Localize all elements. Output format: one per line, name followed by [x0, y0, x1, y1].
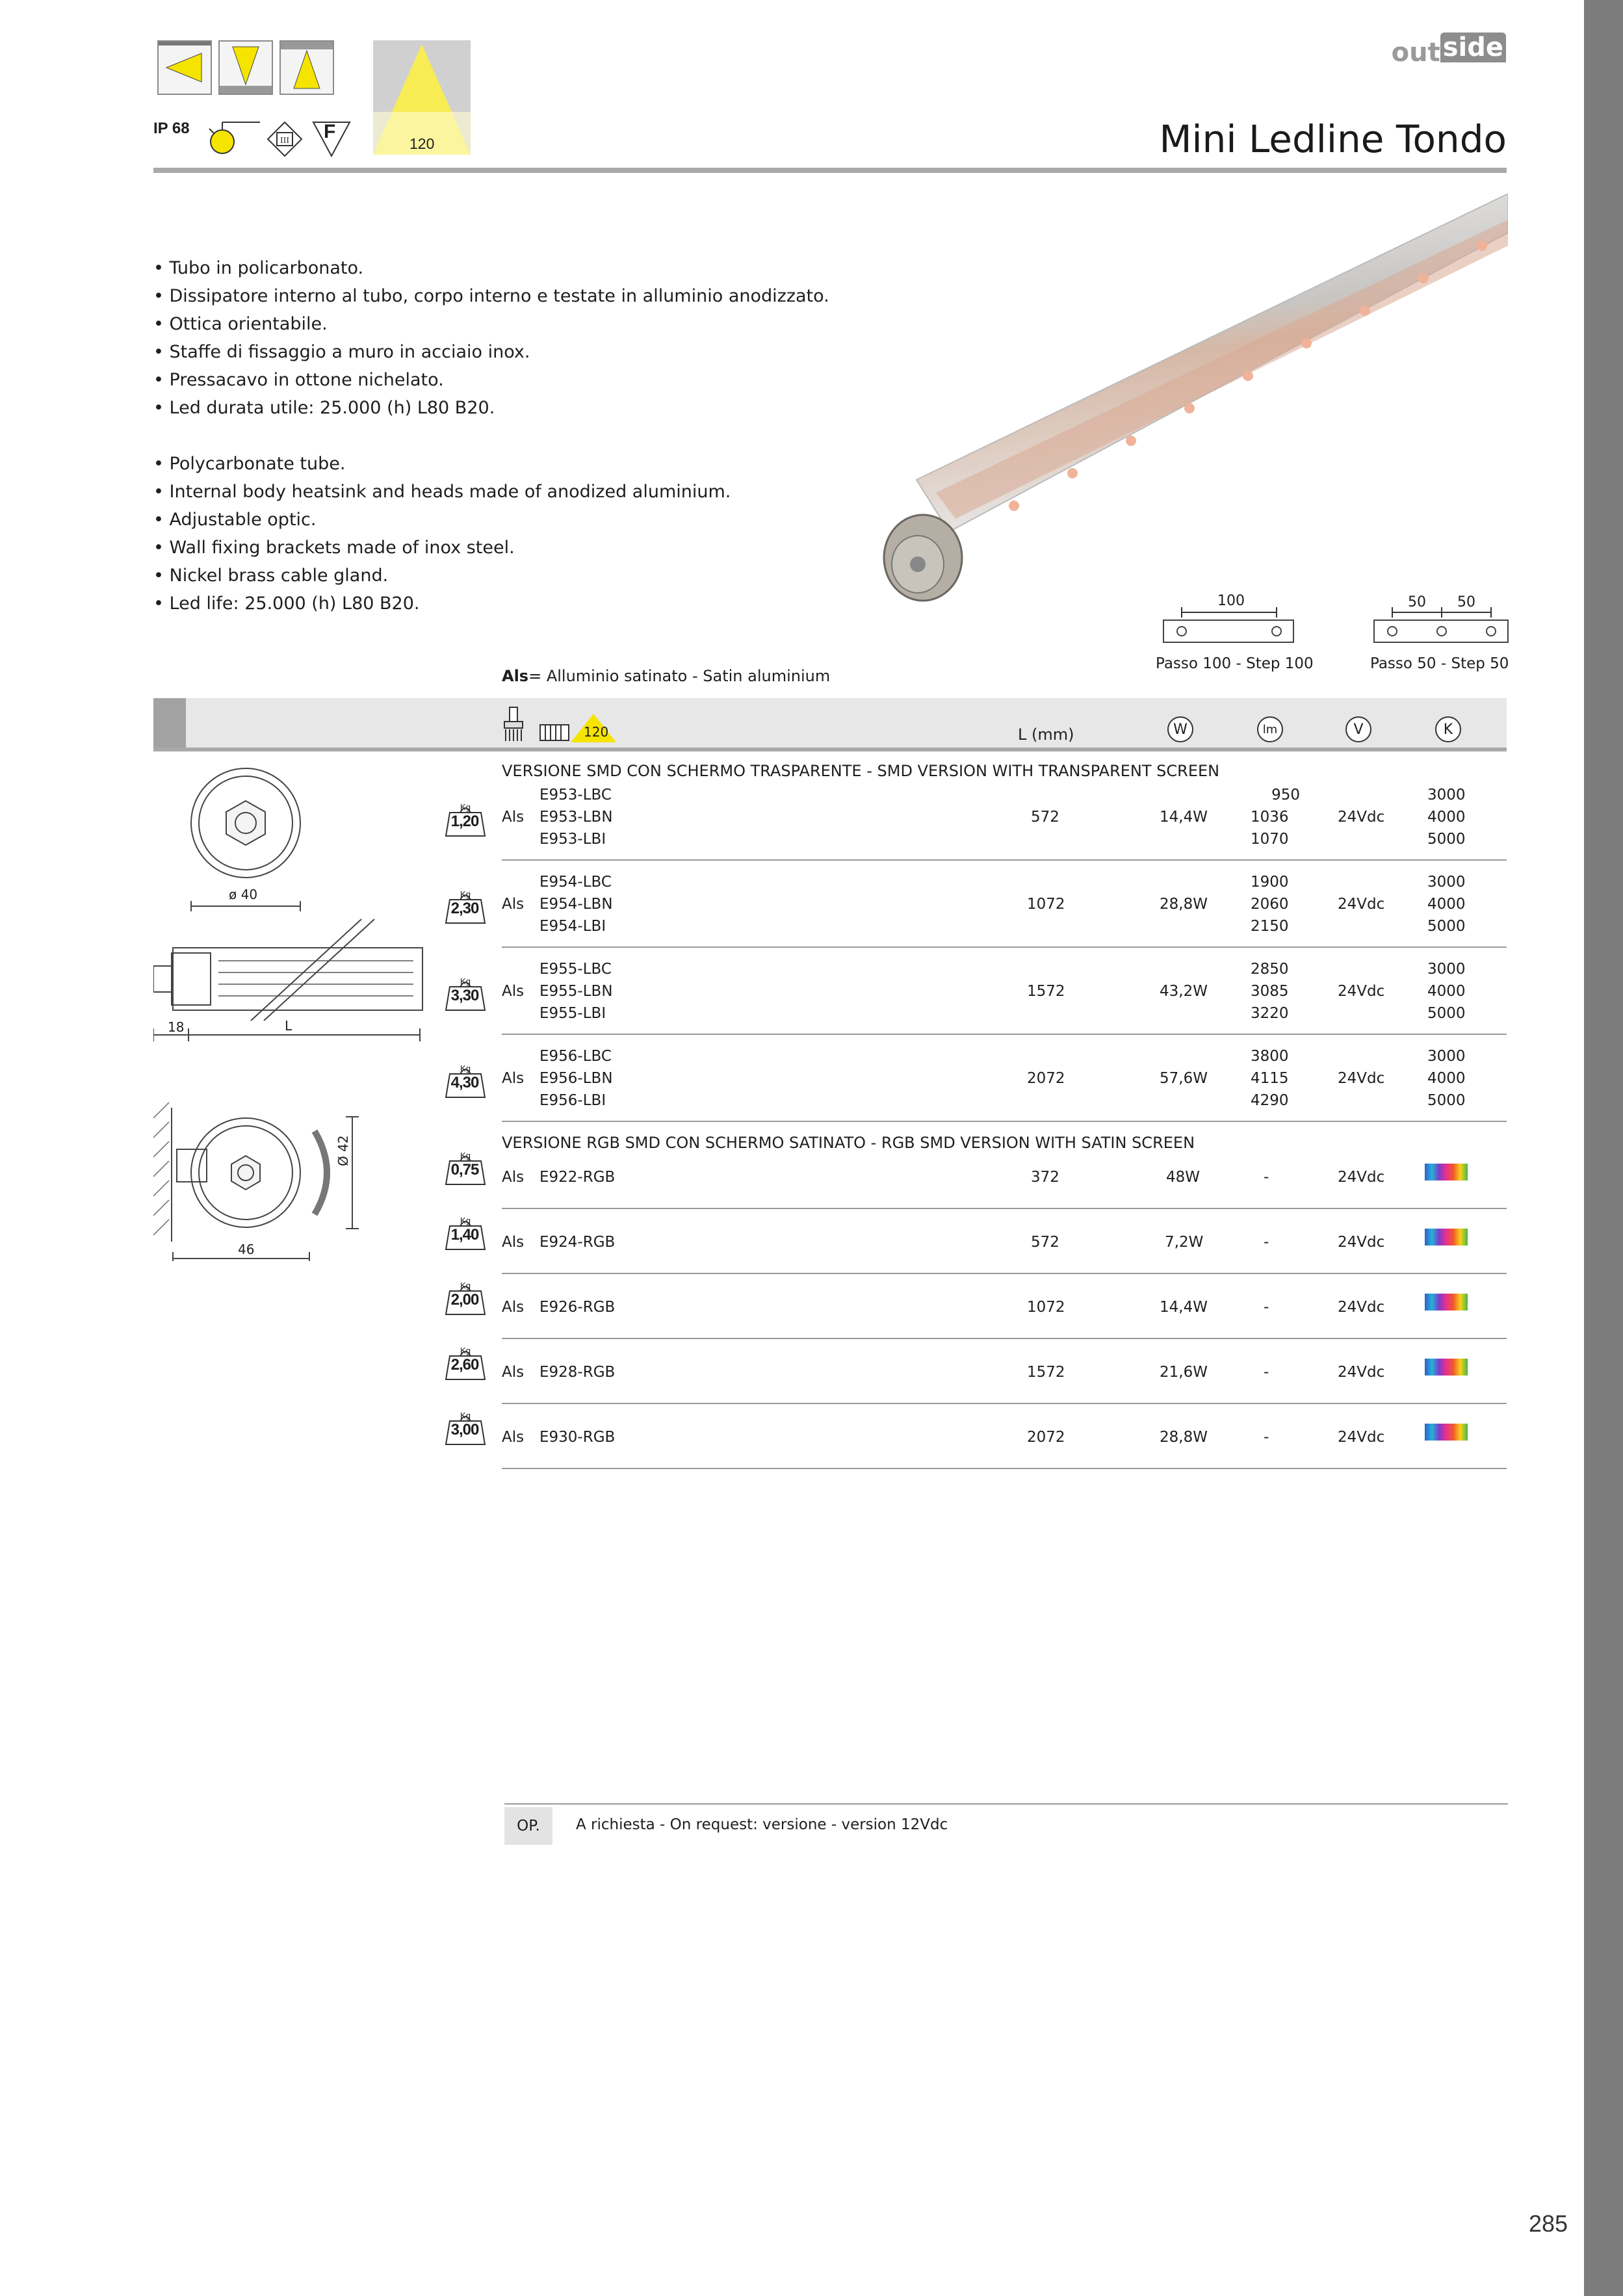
table-header-rule	[153, 748, 1507, 751]
kelvin-cell: 4000	[1427, 983, 1466, 1000]
finish-cell: Als	[502, 809, 525, 826]
class-three-icon	[266, 121, 303, 160]
rgb-swatch	[1425, 1359, 1468, 1376]
features-english	[153, 450, 731, 618]
length-cell: 1572	[1027, 1364, 1065, 1381]
finish-cell: Als	[502, 1429, 525, 1446]
bracket-height-label: Ø 42	[335, 1135, 351, 1166]
beam-angle-header: 120	[584, 724, 609, 740]
feature-it-6: • Led durata utile: 25.000 (h) L80 B20.	[153, 398, 495, 418]
code-cell: E953-LBI	[539, 831, 606, 848]
code-cell: E955-LBC	[539, 961, 612, 978]
weight-unit-label: Kg	[460, 1346, 471, 1355]
length-cell: 572	[1031, 809, 1059, 826]
row-divider	[502, 1403, 1507, 1404]
watt-cell: 21,6W	[1160, 1364, 1208, 1381]
front-diameter-label: ø 40	[229, 887, 258, 902]
lumen-cell: 3085	[1251, 983, 1289, 1000]
lumen-cell: -	[1264, 1429, 1269, 1446]
svg-text:III: III	[280, 136, 289, 146]
code-cell: E954-LBN	[539, 896, 613, 913]
bracket-width-label: 46	[238, 1242, 255, 1257]
feature-en-5: • Nickel brass cable gland.	[153, 566, 389, 586]
kelvin-cell: 5000	[1427, 918, 1466, 935]
watt-cell: 7,2W	[1165, 1234, 1204, 1251]
row-divider	[502, 946, 1507, 948]
kelvin-cell: 3000	[1427, 1048, 1466, 1065]
row-divider	[502, 1034, 1507, 1035]
weight-unit-label: Kg	[460, 1151, 471, 1160]
rgb-swatch	[1425, 1229, 1468, 1246]
watt-cell: 14,4W	[1160, 1299, 1208, 1316]
lumen-cell: 3220	[1251, 1005, 1289, 1022]
code-cell: E956-LBC	[539, 1048, 612, 1065]
finish-brush-icon	[500, 706, 526, 745]
section-rgb-title: VERSIONE RGB SMD CON SCHERMO SATINATO - RGB SMD VERSION WITH SATIN SCREEN	[502, 1134, 1195, 1152]
side-length-label: L	[285, 1018, 292, 1034]
code-cell: E930-RGB	[539, 1429, 616, 1446]
technical-drawings	[153, 761, 433, 1261]
length-cell: 1572	[1027, 983, 1065, 1000]
row-divider	[502, 1468, 1507, 1469]
table-header-band	[153, 698, 1507, 751]
feature-it-4: • Staffe di fissaggio a muro in acciaio inox.	[153, 342, 530, 362]
weight-value: 4,30	[450, 1074, 479, 1091]
weight-icon	[445, 1282, 486, 1316]
code-cell: E922-RGB	[539, 1169, 616, 1186]
weight-unit-label: Kg	[460, 1411, 471, 1420]
rgb-swatch	[1425, 1294, 1468, 1311]
page-number: 285	[1529, 2210, 1568, 2237]
kelvin-cell: 3000	[1427, 961, 1466, 978]
weight-unit-label: Kg	[460, 802, 471, 812]
code-cell: E956-LBN	[539, 1070, 613, 1087]
weight-value: 2,30	[450, 900, 479, 917]
weight-value: 3,30	[450, 987, 479, 1004]
lumen-cell: 2150	[1251, 918, 1289, 935]
code-cell: E954-LBC	[539, 874, 612, 891]
lumen-cell: -	[1264, 1364, 1269, 1381]
kelvin-cell: 3000	[1427, 787, 1466, 803]
options-label: OP.	[504, 1807, 552, 1845]
uplight-icon	[279, 40, 334, 95]
weight-unit-label: Kg	[460, 889, 471, 899]
finish-note	[502, 667, 830, 685]
length-cell: 2072	[1027, 1070, 1065, 1087]
weight-value: 1,40	[450, 1226, 479, 1244]
code-cell: E953-LBC	[539, 787, 612, 803]
side-head-label: 18	[168, 1019, 185, 1035]
row-divider	[502, 1338, 1507, 1339]
product-photo	[858, 194, 1508, 636]
row-divider	[502, 1273, 1507, 1274]
finish-note-code: Als	[502, 667, 529, 685]
volt-header: V	[1345, 716, 1371, 742]
code-cell: E928-RGB	[539, 1364, 616, 1381]
brand-logo-bold: out	[1391, 38, 1440, 68]
row-divider	[502, 1208, 1507, 1209]
brand-logo-light: side	[1440, 33, 1506, 62]
kelvin-header: K	[1435, 716, 1461, 742]
feature-en-2: • Internal body heatsink and heads made of anodized aluminium.	[153, 482, 731, 502]
finish-cell: Als	[502, 896, 525, 913]
weight-icon	[445, 978, 486, 1011]
weight-icon	[445, 1152, 486, 1186]
weight-unit-label: Kg	[460, 976, 471, 986]
code-cell: E954-LBI	[539, 918, 606, 935]
kelvin-cell: 3000	[1427, 874, 1466, 891]
code-cell: E956-LBI	[539, 1092, 606, 1109]
kelvin-cell: 5000	[1427, 1005, 1466, 1022]
code-cell: E926-RGB	[539, 1299, 616, 1316]
watt-header: W	[1167, 716, 1193, 742]
finish-note-text: = Alluminio satinato - Satin aluminium	[528, 667, 831, 685]
finish-cell: Als	[502, 1070, 525, 1087]
kelvin-cell: 4000	[1427, 1070, 1466, 1087]
step-100-label: Passo 100 - Step 100	[1156, 655, 1314, 672]
watt-cell: 48W	[1166, 1169, 1201, 1186]
code-cell: E955-LBI	[539, 1005, 606, 1022]
length-cell: 572	[1031, 1234, 1059, 1251]
lumen-cell: 3800	[1251, 1048, 1289, 1065]
feature-it-3: • Ottica orientabile.	[153, 314, 328, 334]
feature-en-6: • Led life: 25.000 (h) L80 B20.	[153, 594, 420, 614]
f-mark-letter: F	[324, 121, 336, 142]
lumen-header: lm	[1257, 716, 1283, 742]
length-cell: 2072	[1027, 1429, 1065, 1446]
volt-cell: 24Vdc	[1338, 1070, 1385, 1087]
kelvin-cell: 5000	[1427, 831, 1466, 848]
weight-unit-label: Kg	[460, 1063, 471, 1073]
rgb-swatch	[1425, 1424, 1468, 1441]
weight-icon	[445, 1065, 486, 1099]
watt-cell: 28,8W	[1160, 896, 1208, 913]
feature-en-4: • Wall fixing brackets made of inox steel.	[153, 538, 515, 558]
lumen-cell: 950	[1271, 787, 1300, 803]
weight-value: 1,20	[450, 813, 479, 830]
length-header: L (mm)	[1018, 725, 1074, 744]
ip68-bulb-icon	[205, 118, 261, 161]
weight-unit-label: Kg	[460, 1216, 471, 1225]
weight-icon	[445, 1217, 486, 1251]
volt-cell: 24Vdc	[1338, 1299, 1385, 1316]
finish-cell: Als	[502, 1364, 525, 1381]
watt-cell: 14,4W	[1160, 809, 1208, 826]
volt-cell: 24Vdc	[1338, 1169, 1385, 1186]
page-title: Mini Ledline Tondo	[1159, 117, 1507, 161]
code-cell: E924-RGB	[539, 1234, 616, 1251]
feature-en-1: • Polycarbonate tube.	[153, 454, 346, 474]
features-italian	[153, 254, 829, 422]
watt-cell: 43,2W	[1160, 983, 1208, 1000]
page-edge-bar	[1584, 0, 1623, 2296]
step-100-dimension: 100	[1217, 593, 1245, 609]
kelvin-cell: 5000	[1427, 1092, 1466, 1109]
volt-cell: 24Vdc	[1338, 896, 1385, 913]
feature-en-3: • Adjustable optic.	[153, 510, 317, 530]
lumen-cell: -	[1264, 1299, 1269, 1316]
weight-icon	[445, 1347, 486, 1381]
lumen-cell: 1900	[1251, 874, 1289, 891]
lumen-cell: 1070	[1251, 831, 1289, 848]
weight-icon	[445, 1412, 486, 1446]
feature-it-1: • Tubo in policarbonato.	[153, 258, 364, 278]
kelvin-cell: 4000	[1427, 809, 1466, 826]
length-cell: 372	[1031, 1169, 1059, 1186]
brand-logo	[1391, 33, 1506, 68]
feature-it-2: • Dissipatore interno al tubo, corpo interno e testate in alluminio anodizzato.	[153, 286, 829, 306]
feature-it-5: • Pressacavo in ottone nichelato.	[153, 370, 444, 390]
ip-rating: IP 68	[153, 120, 190, 137]
length-cell: 1072	[1027, 896, 1065, 913]
code-cell: E953-LBN	[539, 809, 613, 826]
weight-icon	[445, 891, 486, 924]
options-text: A richiesta - On request: versione - version 12Vdc	[576, 1816, 948, 1833]
step-50-dimension-a: 50	[1408, 594, 1426, 610]
length-cell: 1072	[1027, 1299, 1065, 1316]
title-rule	[153, 168, 1507, 173]
lumen-cell: 2060	[1251, 896, 1289, 913]
wall-light-left-icon	[157, 40, 212, 95]
finish-cell: Als	[502, 983, 525, 1000]
volt-cell: 24Vdc	[1338, 809, 1385, 826]
lumen-cell: 1036	[1251, 809, 1289, 826]
finish-cell: Als	[502, 1169, 525, 1186]
weight-value: 2,60	[450, 1356, 479, 1374]
led-strip-icon	[539, 724, 569, 744]
section-smd-title: VERSIONE SMD CON SCHERMO TRASPARENTE - SMD VERSION WITH TRANSPARENT SCREEN	[502, 762, 1220, 780]
row-divider	[502, 859, 1507, 861]
volt-cell: 24Vdc	[1338, 1234, 1385, 1251]
step-50-label: Passo 50 - Step 50	[1370, 655, 1509, 672]
table-header-accent	[153, 698, 186, 751]
lumen-cell: -	[1264, 1169, 1269, 1186]
lumen-cell: -	[1264, 1234, 1269, 1251]
watt-cell: 57,6W	[1160, 1070, 1208, 1087]
step-50-dimension-b: 50	[1457, 594, 1475, 610]
volt-cell: 24Vdc	[1338, 1364, 1385, 1381]
row-divider	[502, 1121, 1507, 1122]
rgb-swatch	[1425, 1164, 1468, 1181]
finish-cell: Als	[502, 1299, 525, 1316]
weight-unit-label: Kg	[460, 1281, 471, 1290]
weight-value: 3,00	[450, 1421, 479, 1439]
finish-cell: Als	[502, 1234, 525, 1251]
volt-cell: 24Vdc	[1338, 1429, 1385, 1446]
weight-value: 2,00	[450, 1291, 479, 1309]
step-50-diagram	[1371, 598, 1509, 653]
weight-icon	[445, 803, 486, 837]
volt-cell: 24Vdc	[1338, 983, 1385, 1000]
kelvin-cell: 4000	[1427, 896, 1466, 913]
lumen-cell: 2850	[1251, 961, 1289, 978]
weight-value: 0,75	[450, 1161, 479, 1179]
options-rule	[504, 1803, 1508, 1805]
lumen-cell: 4115	[1251, 1070, 1289, 1087]
beam-angle-label: 120	[409, 135, 435, 152]
code-cell: E955-LBN	[539, 983, 613, 1000]
lumen-cell: 4290	[1251, 1092, 1289, 1109]
watt-cell: 28,8W	[1160, 1429, 1208, 1446]
downlight-narrow-icon	[218, 40, 273, 95]
